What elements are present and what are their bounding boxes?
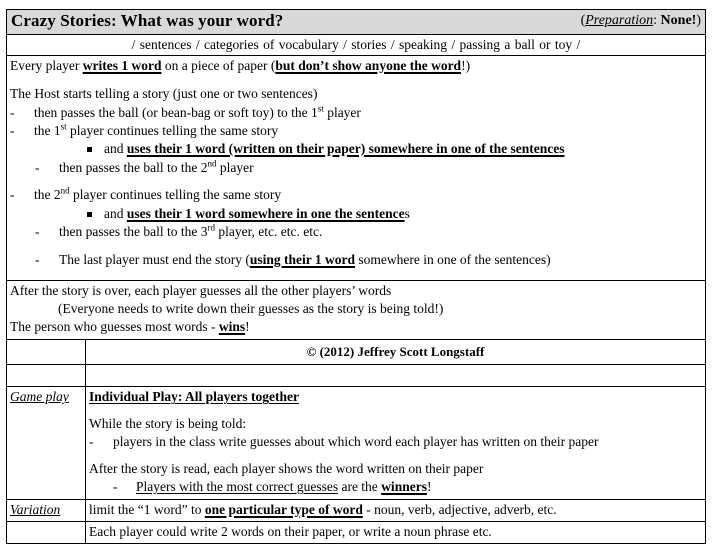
copyright-row [7, 339, 705, 364]
gameplay-label: Game play [10, 389, 69, 404]
step-pass-first: then passes the ball (or bean-bag or soft toy) to the 1st player [34, 103, 361, 120]
instructions-cell: Every player writes 1 word on a piece of paper (but don’t show anyone the word!) The Host starts telling a story (just one or two sentences) - then passes the ball (or bean-bag or soft toy) to the 1st player - the 1st player continues telling the same story and uses their 1 word (written on their paper) somewhere in one of the sentences - then passes the ball to the 2nd player - the 2nd player continues telling the same story and uses their 1 word somewhere in one the sentences - then passes the ball to the 3rd player, etc. etc. etc. - The last player must end the story (using their 1 word somewhere in one of the sentences) [7, 55, 705, 280]
variation-2: Each player could write 2 words on their paper, or write a noun phrase etc. [89, 524, 492, 539]
step-first-continues: the 1st player continues telling the same story [34, 121, 279, 138]
gameplay-winners: Players with the most correct guesses are the winners! [136, 479, 432, 494]
copyright-text: © (2012) Jeffrey Scott Longstaff [306, 344, 485, 359]
variation-label: Variation [10, 502, 61, 517]
step-pass-third: then passes the ball to the 3rd player, etc. etc. etc. [59, 222, 323, 239]
preparation-note: (Preparation: None!) [580, 13, 701, 28]
gameplay-after-read: After the story is read, each player shows the word written on their paper [89, 461, 484, 476]
square-bullet-icon [87, 212, 92, 217]
gameplay-heading: Individual Play: All players together [89, 389, 300, 404]
variation-1: limit the “1 word” to one particular type of word - noun, verb, adjective, adverb, etc. [89, 502, 557, 517]
variation-row-2 [7, 521, 705, 543]
scoring-line-1: After the story is over, each player guesses all the other players’ words [10, 283, 392, 298]
blank-row [7, 364, 705, 386]
scoring-cell [7, 280, 705, 339]
game-sheet-table [6, 9, 706, 544]
step-pass-second: then passes the ball to the 2nd player [59, 158, 254, 175]
gameplay-guess: players in the class write guesses about which word each player has written on their paper [113, 434, 599, 449]
scoring-line-2: (Everyone needs to write down their guesses as the story is being told!) [58, 301, 444, 316]
step-last-player: The last player must end the story (using their 1 word somewhere in one of the sentences) [59, 252, 551, 267]
category-tags: / sentences / categories of vocabulary / stories / speaking / passing a ball or toy / [7, 34, 705, 55]
preparation-value: None! [660, 13, 697, 28]
header-row [7, 10, 705, 34]
preparation-label: Preparation [585, 13, 654, 28]
host-line: The Host starts telling a story (just one or two sentences) [10, 86, 318, 101]
intro-line: Every player writes 1 word on a piece of paper (but don’t show anyone the word!) [10, 58, 471, 73]
square-bullet-icon [87, 147, 92, 152]
step-first-uses-word: and uses their 1 word (written on their paper) somewhere in one of the sentences [87, 141, 564, 157]
gameplay-while: While the story is being told: [89, 416, 247, 431]
page-title: Crazy Stories: What was your word? [11, 11, 284, 30]
gameplay-row: Game play Individual Play: All players together While the story is being told: - players in the class write guesses about which word each player has written on their paper After the story is read, each player shows the word written on their paper - Players with the most correct guesses are the winners! [7, 386, 705, 499]
step-second-uses-word: and uses their 1 word somewhere in one the sentences [87, 206, 410, 222]
scoring-line-3: The person who guesses most words - wins! [10, 319, 250, 334]
variation-row-1 [7, 499, 705, 521]
step-second-continues: the 2nd player continues telling the same story [34, 185, 282, 202]
